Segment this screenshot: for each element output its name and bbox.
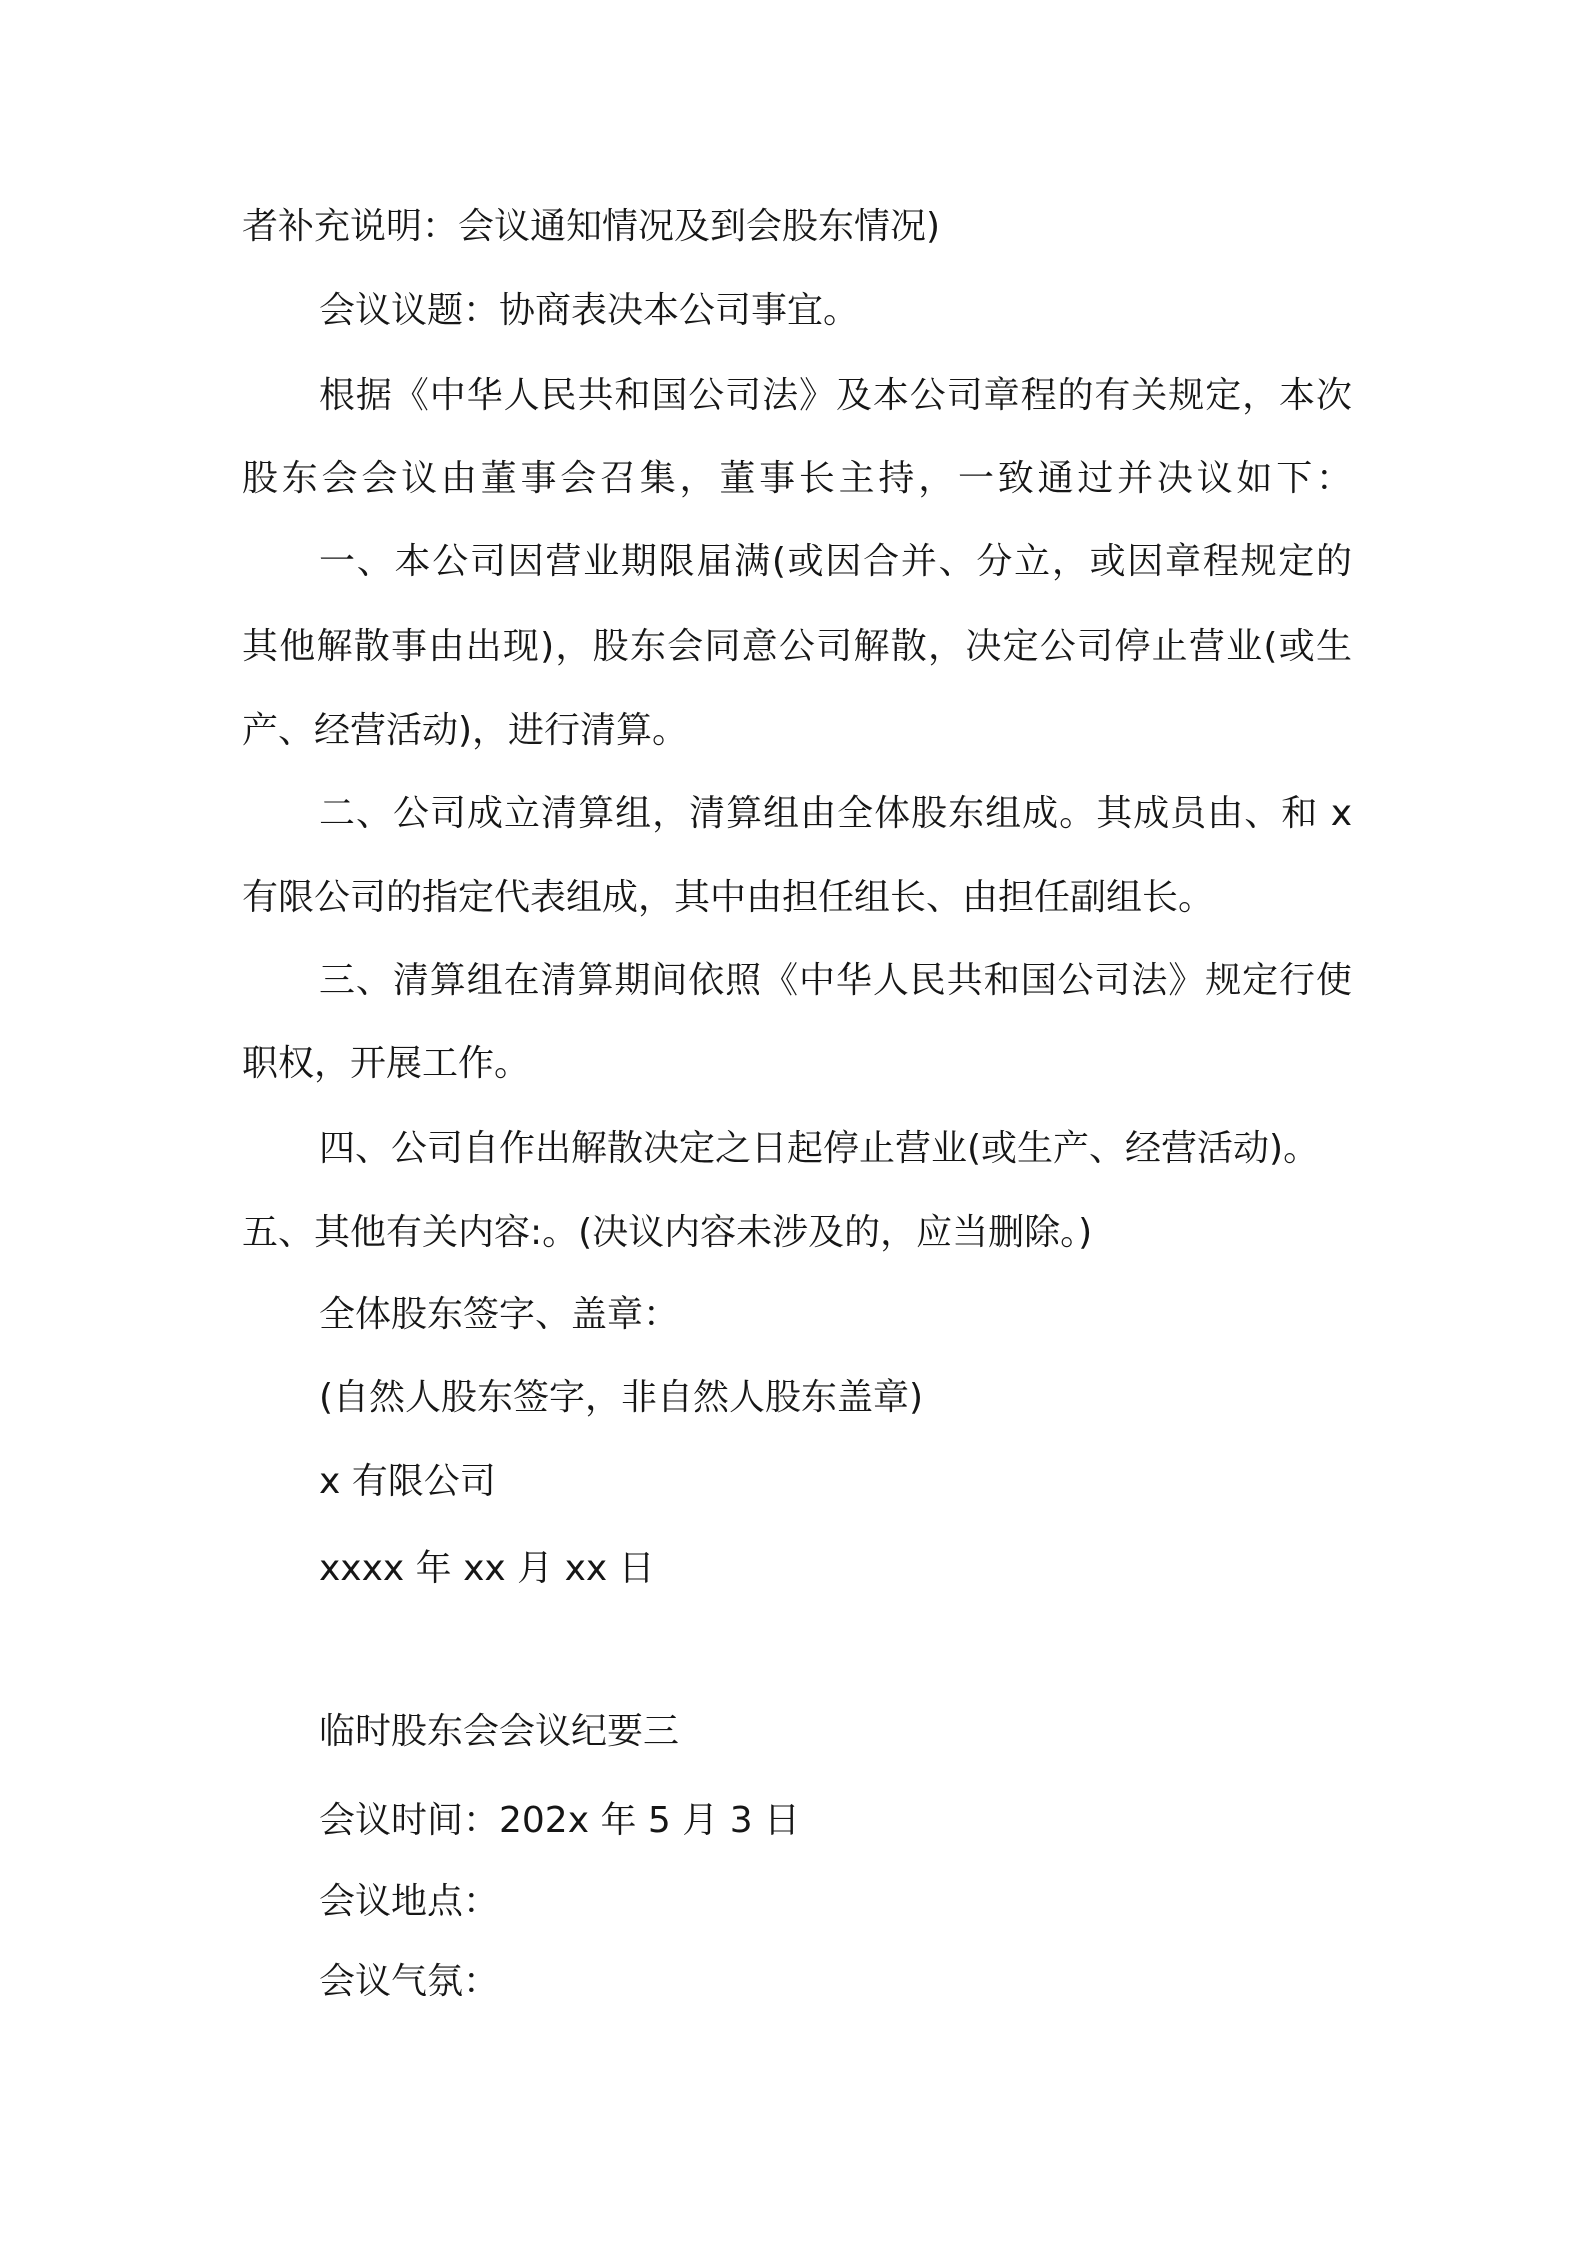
continuation-line: 者补充说明：会议通知情况及到会股东情况) <box>242 206 941 247</box>
minutes-title: 临时股东会会议纪要三 <box>319 1711 680 1752</box>
preamble-line: 股东会会议由董事会召集，董事长主持，一致通过并决议如下： <box>242 458 1352 499</box>
company-name: x 有限公司 <box>319 1461 496 1502</box>
resolution-line: 一、本公司因营业期限届满(或因合并、分立，或因章程规定的 <box>319 541 1352 582</box>
signature-label: 全体股东签字、盖章： <box>319 1294 680 1335</box>
preamble-line: 根据《中华人民共和国公司法》及本公司章程的有关规定，本次 <box>319 375 1352 416</box>
meeting-atmosphere: 会议气氛： <box>319 1961 500 2002</box>
resolution-line: 三、清算组在清算期间依照《中华人民共和国公司法》规定行使 <box>319 960 1352 1001</box>
meeting-location: 会议地点： <box>319 1881 500 1922</box>
resolution-line: 四、公司自作出解散决定之日起停止营业(或生产、经营活动)。 <box>319 1128 1320 1169</box>
meeting-time: 会议时间：202x 年 5 月 3 日 <box>319 1800 801 1841</box>
resolution-line: 产、经营活动)，进行清算。 <box>242 710 689 751</box>
resolution-line: 其他解散事由出现)，股东会同意公司解散，决定公司停止营业(或生 <box>242 626 1352 667</box>
resolution-line: 五、其他有关内容:。(决议内容未涉及的，应当删除。) <box>242 1212 1093 1253</box>
resolution-line: 职权，开展工作。 <box>242 1043 531 1084</box>
signature-date: xxxx 年 xx 月 xx 日 <box>319 1548 655 1589</box>
signature-note: (自然人股东签字，非自然人股东盖章) <box>319 1377 924 1418</box>
resolution-line: 有限公司的指定代表组成，其中由担任组长、由担任副组长。 <box>242 877 1215 918</box>
agenda-line: 会议议题：协商表决本公司事宜。 <box>319 290 860 331</box>
resolution-line: 二、公司成立清算组，清算组由全体股东组成。其成员由、和 x <box>319 793 1352 834</box>
